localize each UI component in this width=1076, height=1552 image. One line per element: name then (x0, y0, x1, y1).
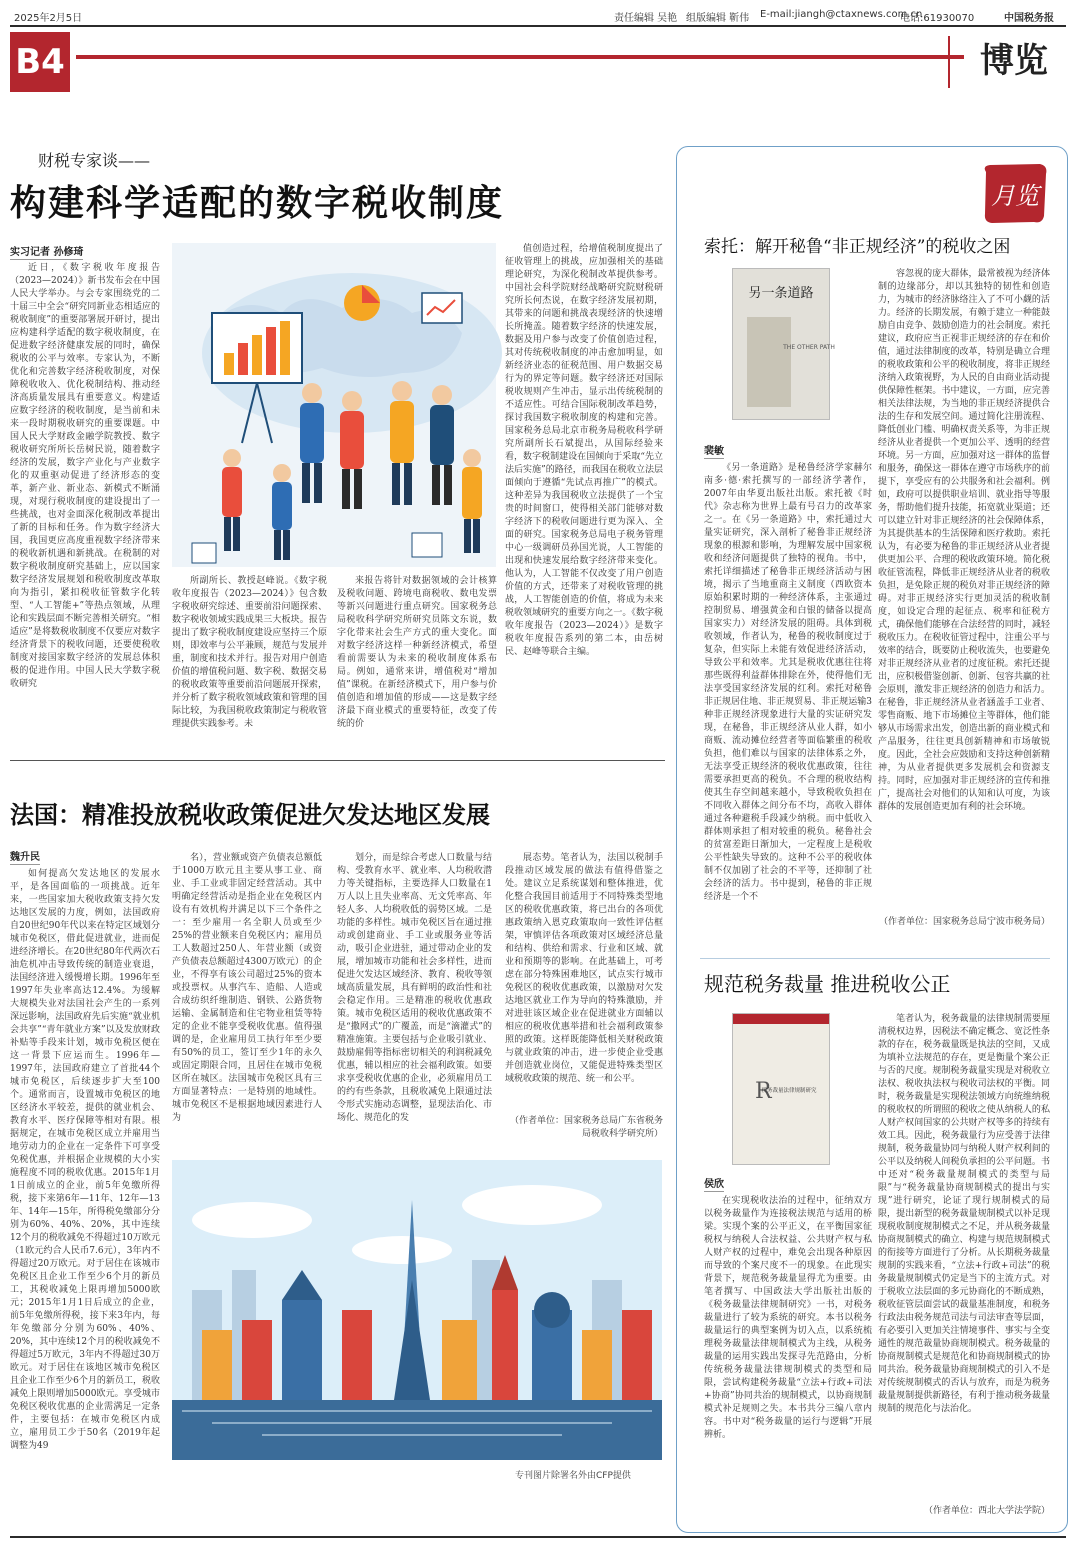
review1-col1-text: 《另一条道路》是秘鲁经济学家赫尔南多·德·索托撰写的一部经济学著作，2007年由华夏出版社出版。索托被《时代》杂志称为世界上最有号召力的改革家之一。在《另一条道路》中，索托通过大量实证研究，深入剖析了秘鲁非正规经济现象的根源和影响，为理解发展中国家税收和经济问题提供了独特的视角。书中，索托详细描述了秘鲁非正规经济活动与困境，揭示了当地重商主义制度（西欧资本原始积累时期的一种经济体系，主张通过控制贸易、增强黄金和白银的储备以提高国家实力）对经济发展的阻碍。具体到税收领域，作者认为，秘鲁的税收制度过于复杂，但实际上未能有效促进经济活动，导致公平和效率。尤其是税收优惠往往将那些既得利益群体排除在外，使得他们无法享受国家经济发展的红利。索托对秘鲁非正规居住地、非正规贸易、非正规运输3种非正规经济现象进行大量的实证研究发现，在秘鲁，非正规经济从业人群，如小商贩、流动摊位经营者等面临繁重的税收负担，他们难以与国家的法律体系之外，无法享受正规经济的税收优惠政策，往往需要承担更高的税负。不合理的税收结构使其生存空间越来越小，导致税收负担在不同收入群体之间分布不均，高收入群体通过各种避税手段减少纳税。而中低收入群体则承担了相对较重的税负。秘鲁社会的贫富差距日渐加大，一定程度上是税收公平性缺失导致的。这种不公平的税收体制不仅加剧了社会的不平等，还抑制了社会经济的活力。书中提到，秘鲁的非正规经济是一个不 (704, 463, 872, 902)
book-cover2-title: 税务裁量法律规制研究 (761, 1088, 817, 1094)
article2-author: （作者单位：国家税务总局广东省税务局税收科学研究所） (509, 1116, 663, 1139)
article1-col1 (10, 262, 160, 742)
editor-phone: 电话:61930070 (900, 13, 975, 24)
review1-col2-text: 容忽视的庞大群体，最常被视为经济体制的边缘部分，却以其独特的韧性和创造力，为城市的经济脉络注入了不可小觑的活力。经济的长期发展，有赖于建立一种能鼓励自由竞争、鼓励创造力的社会制度。索托建议，政府应当正视非正规经济的存在和价值，通过法律制度的改革，特别是确立合理的税收政策和公平的税收制度，将非正规经济纳入政策视野，为人民的自由商业活动提供保障性框架。书中建议，一方面，应完善相关法律法规，为当地的非正规经济提供合法的生存和发展空间。通过简化注册流程、降低创业门槛、明确权责关系等，为非正规经济从业者提供一个更加公平、透明的经营环境。另一方面，应加强对这一群体的监督和服务，确保这一群体在遵守市场秩序的前提下，享受应有的公共服务和社会福利。例如，政府可以提供职业培训、就业指导等服务，帮助他们提升技能，拓宽就业渠道；还可以建立针对非正规经济的社会保障体系，为其提供基本的生活保障和医疗救助。索托认为，有必要为秘鲁的非正规经济从业者提供更加公平、合理的税收政策环境。简化税收征管流程，降低非正规经济从业者的税收负担，是免除正规的税负对非正规经济的障碍。对非正规经济实行更加灵活的税收制度，如设定合理的起征点、税率和征税方式，确保他们能够在合法经营的同时，减轻税收压力。在税收征管过程中，注重公平与效率的结合，既要防止税收流失，也要避免对非正规经济从业者的过度征税。索托还提出，应积极借鉴创新、创新、包容共赢的社会原则，激发非正规经济的创造力和活力。在秘鲁，非正规经济从业者涵盖手工业者、零售商贩、地下市场摊位主等群体，他们能够从市场需求出发，创造出新的商业模式和产品服务，往往更具创新精神和市场敏锐度。因此，全社会应鼓励和支持这种创新精神，为从业者提供更多发展机会和资源支持。同时，应加强对非正规经济的宣传和推广，提高社会对他们的认知和认可度，为该群体的发展创造更加有利的社会环境。 (878, 269, 1050, 812)
book-cover2-letter: R (755, 1079, 772, 1104)
section-title: 博览 (964, 30, 1064, 92)
book-cover-en-title: THE OTHER PATH (783, 344, 835, 351)
city-skyline-icon (172, 1160, 662, 1460)
book-cover2-icon (733, 1014, 829, 1164)
review1-title: 索托：解开秘鲁“非正规经济”的税收之困 (704, 237, 1011, 257)
article2-col3-text: 划分，而是综合考虑人口数量与结构、受教育水平、就业率、人均税收潜力等关键指标，主要选择人口数量在1万人以上且失业率高、无文凭率高、年轻人多、人均税收低的弱势区域。二是功能的多样性。城市免税区旨在通过推动或创建商业、手工业或服务业等活动，吸引企业进驻，通过带动企业的发展，增加城市功能和社会多样性，进而促进欠发达区域经济、教育、税收等领域高质量发展，具有鲜明的政治性和社会稳定作用。三是精准的税收优惠政策。城市免税区适用的税收优惠政策不是“撒网式”的广覆盖，而是“滴灌式”的精准施策。主要包括与企业吸引就业、鼓励雇佣等指标密切相关的利润税减免优惠，辅以相应的社会福利政策。如要求享受税收优惠的企业，必须雇用员工的约有些条款，且税收减免上限通过法令形式实施动态调整，显现法治化、市场化、规范化的发 (337, 853, 492, 1123)
review1-byline: 裴敏 (704, 442, 724, 459)
article2-col2 (172, 852, 322, 1142)
layout-editor: 组版编辑 靳伟 (686, 13, 750, 24)
book-cover-title: 另一条道路 (748, 286, 814, 301)
review2-author: （作者单位：西北大学法学院） (923, 1506, 1050, 1516)
article1-col3 (337, 575, 497, 740)
article1-col4 (505, 243, 663, 740)
section-separator (948, 36, 950, 88)
article1-col1-text: 近日，《数字税收年度报告（2023—2024）》新书发布会在中国人民大学举办。与会专家围绕党的二十届三中全会“研究同新业态相适应的税收制度”的重要部署展开研讨，提出应构建科学适配的数字税收制度，在促进数字经济健康发展的同时，确保税收的公平与效率。专家认为，不断优化和完善数字经济税收制度，对保障税收收入、优化税制结构、推动经济高质量发展具有重要意义。构建适应数字经济的税收制度，是当前和未来一段时期税收研究的重要课题。中国人民大学财政金融学院教授、数字税收研究所所长岳树民说，随着数字经济的发展，数字产业化与产业数字化的双重驱动促进了经济形态的变革，新产业、新业态、新模式不断涌现，对现行税收制度的建设提出了一些挑战，也对金面深化税制改革提出了新的目标和任务。作为数字经济大国，我国更应高度重视数字经济带来的税收新机遇和新挑战。在税制的对数字税收制度研究基础上，应以国家数字经济发展规划和税收制度改革取向为指引，紧扣税收征管数字化转型、“人工智能+”等热点领域，从理论和实践层面不断完善相关研究。“相适应”是将数税收制度不仅要应对数字经济背景下的税收问题，还要使税收制度对接国家数字经济的发展总体积极的促进作用。中国人民大学数字税收研究 (10, 263, 160, 689)
newspaper-name: 中国税务报 (1004, 13, 1054, 24)
article2-col1-text: 如何提高欠发达地区的发展水平，是各国面临的一项挑战。近年来，一些国家加大税收政策支持欠发达地区发展的力度，例如，法国政府自20世纪90年代以来在特定区域划分城市免税区，借此促进就业，进而促进经济增长。在20世纪80年代两次石油危机冲击导致传统的制造业衰退，法国经济进入缓慢增长期。1996年至1997年失业率高达12.4%。为缓解大规模失业对法国社会产生的一系列深远影响，法国政府先后实施“就业机会共享”“青年就业方案”以及发放财政补贴等手段来计划，城市免税区便在这一背景下应运而生。1996年—1997年，法国政府建立了首批44个城市免税区，后续逐步扩大至100个。通常而言，设置城市免税区的地区经济水平较差，提供的就业机会、教育水平、医疗保障等相对有限。根据规定，在城市免税区成立并雇用当地劳动力的企业在一定条件下可享受免税优惠，并根据企业规模的大小实施程度不同的税收优惠。2015年1月1日前成立的企业，前5年免缴所得税，接下来第6年—11年、12年—13年、14年—15年，所得税免缴部分分别为60%、40%、20%，其中连续12个月的税收减免不得超过10万欧元（1欧元约合人民币7.6元），3年内不得超过20万欧元。对于居住在该城市免税区且企业工作至少6个月的新员工，其税收减免上限再增加5000欧元；2015年1月1日后成立的企业，前5年免缴所得税，接下来3年内，每年免缴部分分别为60%、40%、20%，其中连续12个月的税收减免不得超过5万欧元，3年内不得超过30万欧元。对于居住在该地区城市免税区且企业工作至少6个月的新员工，税收减免上限则增加5000欧元。享受城市免税区税收优惠的企业需满足一定条件，主要包括：在城市免税区内成立，雇用员工少于50名（2019年起调整为49 (10, 869, 160, 1451)
article1-col3-text: 来报告将针对数据领域的会计核算及税收问题、跨境电商税收、数电发票等新兴问题进行重点研究。国家税务总局税收科学研究所研究员陈文东说，数字化带来社会生产方式的重大变化。面对数字经济这样一种新经济模式，希望看前需要认为未来的税收制度体系布局。例如，通常来讲，增值税对“增加值”课税。在新经济模式下，用户参与价值创造和增加值的形成——这是数字经济最下商业模式的重要特征，改变了传统的价 (337, 576, 497, 729)
book-cover-the-other-path (732, 268, 835, 420)
business-team-icon (172, 243, 496, 567)
article2-col4-text: 展态势。笔者认为，法国以税制手段推动区域发展的做法有值得借鉴之处。建议立足系统谋划和整体推进，优化整合我国目前适用于不同特殊类型地区的税收优惠政策，将已出台的各项优惠政策纳入恩克政策取向一致性评估框架，审慎评估各项政策对区域经济总量和结构、供给和需求、行业和区域、就业和预期等的影响。在此基础上，可考虑在部分特殊困难地区，试点实行城市免税区的税收优惠政策，以激励对欠发达地区就业工作为导向的特殊激励，并对进驻该区域企业在促进就业方面辅以相应的税收优惠举措和社会福利政策参照的政策。这样既能降低相关财税政策与就业政策的冲击，进一步使企业受惠并创造就业岗位，又能促进特殊类型区域税收政策的规范、统一和公平。 (505, 853, 663, 1084)
issue-date: 2025年2月5日 (14, 13, 83, 24)
book-cover-tax-discretion (732, 1013, 830, 1165)
review2-col1 (704, 1195, 872, 1520)
review1-col1 (704, 462, 872, 944)
review1-author: （作者单位：国家税务总局宁波市税务局） (878, 917, 1050, 927)
page-number-badge: B4 (10, 32, 70, 92)
article2-byline: 魏升民 (10, 848, 40, 865)
monthly-stamp-icon (980, 162, 1050, 226)
review2-byline: 侯欣 (704, 1175, 724, 1192)
responsible-editor: 责任编辑 吴艳 (614, 13, 678, 24)
article2-col3 (337, 852, 492, 1142)
article1-col4-text: 值创造过程，给增值税制度提出了征收管理上的挑战，应加强相关的基础理论研究，为深化税制改革提供参考。中国社会科学院财经战略研究院财税研究所长何杰说，在数字经济发展初期，其带来的问题和挑战表现经济的快速增长所掩盖。随着数字经济的快速发展，数据及用户参与改变了价值创造过程，其对传统税收制度的冲击愈加明显，如新经济业态的征税范围、用户数据交易行为的界定等问题。数字经济还对国际税收规则产生冲击，显示出传统税制的不适应性。可结合国际税制改革趋势，探讨我国数字税收制度的构建和完善。国家税务总局北京市税务局税收科学研究所副所长石斌提出，从国际经验来看，数字税制建设在国倾向于采取“先立法后实施”的路径，而我国在税收立法层面倾向于遵循“先试点再推广”的模式。这种差异为我国税收立法提供了一个宝贵的时间窗口，使得相关部门能够对数字经济下的税收问题进行更为深入、全面的研究。国家税务总局电子税务管理中心一级调研员孙国光说，人工智能的出现和快速发展给数字经济带来变化。他认为，人工智能不仅改变了用户创造价值的方式，还带来了对税收管理的挑战，人工智能创造的价值，将成为未来税收领域研究的重要方向之一。《数字税收年度报告（2023—2024）》是数字税收年度报告系列的第二本，由岳树民、赵峰等联合主编。 (505, 244, 663, 657)
review2-col1-text: 在实现税收法治的过程中，征纳双方以税务裁量作为连接税法规范与适用的桥梁。实现个案的公平正义，在平衡国家征税权与纳税人合法权益、公共财产权与私人财产权的过程中，难免会出现各种原因而导致的个案尺度不一的现象。在此现实背景下，规范税务裁量显得尤为重要。由笔者撰写、中国政法大学出版社出版的《税务裁量法律规制研究》一书，对税务裁量进行了较为系统的研究。本书以税务裁量运行的典型案例为切入点，以系统梳理税务裁量法律规制模式为主线，从税务裁量的运用实践出发探寻先范路由，分析传统税务裁量法律规制模式的类型和局限，尝试构建税务裁量“立法+行政+司法+协商”协同共治的规制模式，以协商规制模式补足规则之失。本书共分三编八章内容。书中对“税务裁量的运行与逻辑”开展辨析。 (704, 1196, 872, 1440)
review2-title: 规范税务裁量 推进税收公正 (704, 972, 951, 996)
article2-col2-text: 名），营业额或资产负债表总额低于1000万欧元且主要从事工业、商业、手工业或非固定经营活动。其中明确定经营活动是指企业在免税区内设有有效机构并满足以下三个条件之一：至少雇用一名全职人员或至少25%的营业额来自免税区内；雇用员工人数超过250人、年营业额（或资产负债表总额超过4300万欧元）的企业，不得享有该公司超过25%的资本或投票权。从事汽车、造船、人造或合成纺织纤维制造、钢铁、公路货物运输、金属制造和住宅物业租赁等特定的企业不能享受税收优惠。值得强调的是，企业雇用员工执行年至少要有50%的员工，签订至少1年的永久或固定期限合同，且居住在城市免税区所在城区。法国城市免税区具有三方面显著特点：一是特别的地域性。城市免税区不是根据地域因素进行人为 (172, 853, 322, 1123)
book-cover-icon (733, 269, 835, 419)
article1-kicker: 财税专家谈—— (38, 151, 151, 170)
header-rule (10, 25, 1066, 27)
article1-byline: 实习记者 孙修琦 (10, 243, 83, 260)
article2-col4 (505, 852, 663, 1114)
sidebar-divider (700, 958, 1050, 959)
illustration-business-team (172, 243, 496, 567)
article1-col2-text: 所副所长、教授赵峰说。《数字税收年度报告（2023—2024）》包含数字税收研究综述、重要前沿问题探索、数字税收领域实践成果三大板块。报告提出了数字税收制度建设应坚持三个原则，即效率与公平兼顾，规范与发展并重，制度和技术并行。报告对用户创造价值的增值税问题、数字税、数据交易的税收政策等重要前沿问题展开探索，并分析了数字税收领域政策和管理的国际比较，为我国税收政策制定与税收管理提供实践参考。未 (172, 576, 327, 729)
illustration-city-skyline (172, 1160, 662, 1460)
footer-rule (10, 1536, 1066, 1538)
article2-col1 (10, 868, 160, 1518)
review2-col2 (878, 1013, 1050, 1503)
photo-credit: 专刊图片除署名外由CFP提供 (515, 1471, 631, 1481)
article-divider (10, 760, 665, 761)
article1-col2 (172, 575, 327, 740)
article1-title: 构建科学适配的数字税收制度 (10, 182, 505, 224)
review2-col2-text: 笔者认为，税务裁量的法律规制需要厘清税权边界，因税法不确定概念、宽泛性条款的存在，税务裁量既是执法的空间，又成为填补立法规范的存在，更是衡量个案公正与否的尺度。规制税务裁量实现是对税收立法权、税收执法权与税收司法权的平衡。同时，税务裁量是实现税法领域方向统维纳税的税收权的所谓照的税收之使从纳税人的私人财产权间国家的公共财产权等多的持续有效工具。因此，税务裁量行为应受善于法律规制，税务裁量协同与纳税人财产权利间的公平以及纳税人间税负承担的公平问题。书中还对“税务裁量规制模式的类型与局限”与“税务裁量协商规制模式的提出与实现”进行研究，论证了现行规制模式的局限，提出新型的税务裁量规制模式以补足现现税收制度规制模式之不足，并从税务裁量协商规制模式的确立、构建与规范规制模式的衔接等方面进行了分析。从长期税务裁量规制的实践来看，“立法+行政+司法”的税务裁量规制模式仍定是当下的主流方式。对于税收立法层面的多元协商化的不断成熟，税收征管层面尝试的裁量基准制度，和税务行政法由税务规范司法与司法审查等层面，有必要引入更加关注情境事件、事实与全变通性的规范裁量协商规制模式。税务裁量的协商规制模式是规范化和协商规制模式的协同共治。税务裁量协商规制模式的引入不是对传统规制模式的否认与放弃，而是为税务裁量规制提供新路径，有利于推动税务裁量规制的规范化与法治化。 (878, 1014, 1050, 1414)
header-red-bar (76, 55, 1060, 59)
article2-title: 法国：精准投放税收政策促进欠发达地区发展 (10, 800, 490, 829)
editor-email: E-mail:jiangh@ctaxnews.com.cn (760, 9, 923, 20)
review1-col2 (878, 268, 1050, 916)
monthly-stamp (980, 162, 1050, 226)
monthly-stamp-label: 月览 (991, 182, 1039, 210)
